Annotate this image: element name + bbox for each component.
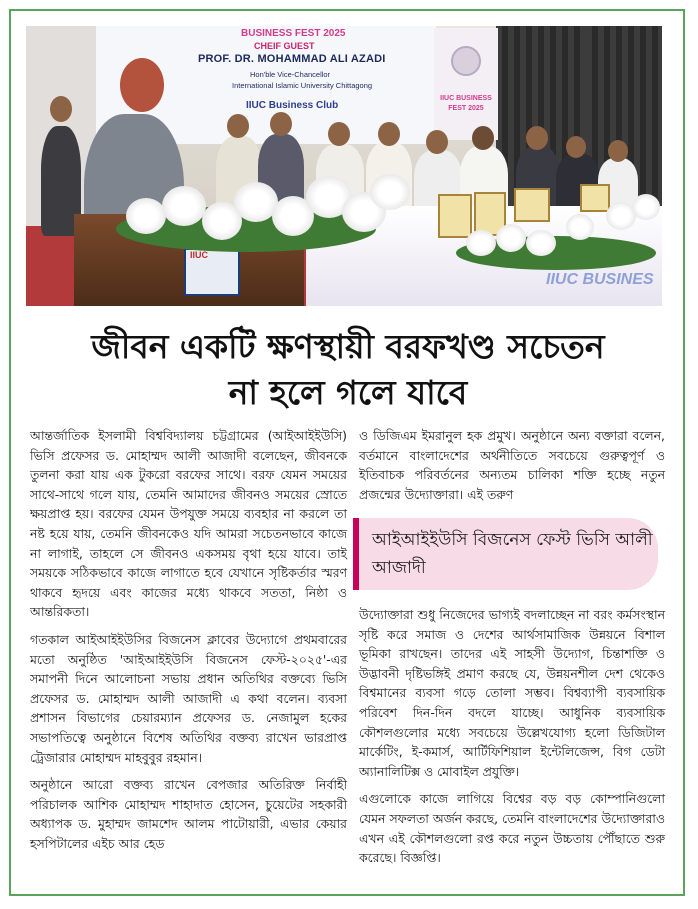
article-paragraph: ও ডিজিএম ইমরানুল হক প্রমুখ। অনুষ্ঠানে অন্য বক্তারা বলেন, বর্তমানে বাংলাদেশের অর্থনীতিতে সবচেয়ে গুরুত্বপূর্ণ ও ইতিবাচক পরিবর্তনের অন্যতম চালিকা শক্তি হচ্ছে নতুন প্রজন্মের উদ্যোক্তারা। এই তরুণ <box>359 428 665 502</box>
white-flower <box>632 194 660 220</box>
banner-role: Hon'ble Vice-Chancellor <box>250 70 331 79</box>
guest-head <box>50 96 72 122</box>
banner-guest-name: PROF. DR. MOHAMMAD ALI AZADI <box>198 53 386 65</box>
article-paragraph: এগুলোকে কাজে লাগিয়ে বিশ্বের বড় বড় কোম্পানিগুলো যেমন সফলতা অর্জন করছে, তেমনি বাংলাদেশের উদ্যোক্তারাও এখন এই কৌশলগুলো রপ্ত করে নতুন উচ্চতায় পৌঁছাতে শুরু করেছে। বিজ্ঞপ্তি। <box>359 791 665 866</box>
article-column-right <box>359 426 665 504</box>
banner-guest-label: CHEIF GUEST <box>254 41 315 51</box>
pull-quote: আইআইইউসি বিজনেস ফেস্ট ভিসি আলী আজাদী <box>372 530 653 578</box>
guest-head <box>378 122 400 146</box>
headline-line-2: না হলে গলে যাবে <box>228 373 468 412</box>
article-paragraph: উদ্যোক্তারা শুধু নিজেদের ভাগ্যই বদলাচ্ছেন না বরং কর্মসংস্থান সৃষ্টি করে সমাজ ও দেশের আর্থসামাজিক উন্নয়নে বিশাল ভূমিকা রাখছেন। তাদের এই সাহসী উদ্যোগ, চিন্তাশক্তি ও উদ্ভাবনী দৃষ্টিভঙ্গিই প্রমাণ করছে যে, উন্নয়নশীল দেশ থেকেও বিশ্বমানের ব্যবসা গড়ে তোলা সম্ভব। বিশ্বব্যাপী ব্যবসায়িক পরিবেশ দিন-দিন বদলে যাচ্ছে। আধুনিক ব্যবসায়িক কৌশলগুলোর মধ্যে সবচেয়ে উল্লেখযোগ্য হলো ডিজিটাল মার্কেটিং, ই-কমার্স, আর্টিফিশিয়াল ইন্টেলিজেন্স, বিগ ডেটা অ্যানালিটিক্স ও মোবাইল প্রযুক্তি। <box>359 607 665 779</box>
article-column-right-continued <box>359 605 665 868</box>
white-flower <box>162 186 206 226</box>
article-paragraph: গতকাল আইআইইউসির বিজনেস ক্লাবের উদ্যোগে প্রথমবারের মতো অনুষ্ঠিত 'আইআইইউসি বিজনেস ফেস্ট-২০২৫'-এর সমাপনী দিনে আলোচনা সভায় প্রধান অতিথির বক্তব্যে ভিসি প্রফেসর ড. মোহাম্মদ আলী আজাদী এ কথা বলেন। ব্যবসা প্রশাসন বিভাগের চেয়ারম্যান প্রফেসর ড. নেজামুল হকের সভাপতিত্বে অনুষ্ঠানে বিশেষ অতিথির বক্তব্য রাখেন ভারপ্রাপ্ত ট্রেজারার মোহাম্মদ মাহবুবুর রহমান। <box>30 631 347 765</box>
article-paragraph: আন্তর্জাতিক ইসলামী বিশ্ববিদ্যালয় চট্টগ্রামের (আইআইইউসি) ভিসি প্রফেসর ড. মোহাম্মদ আলী আজাদী বলেছেন, জীবনকে তুলনা করা যায় এক টুকরো বরফের সাথে। বরফ যেমন সময়ের সাথে-সাথে গলে যায়, তেমনি আমাদের জীবনও সময়ের স্রোতে ক্ষয়প্রাপ্ত হয়। বরফের যেমন উপযুক্ত সময়ে ব্যবহার না করলে তা নষ্ট হয়ে যায়, তেমনি জীবনকেও যদি আমরা সচেতনভাবে কাজে না লাগাই, তাহলে সে জীবনও একসময় বৃথা হয়ে যাবে। তাই সময়কে সঠিকভাবে কাজে লাগাতে হবে যেখানে সৃষ্টিকর্তার স্মরণ থাকবে হৃদয়ে এবং কাজের মধ্যে থাকবে সততা, নিষ্ঠা ও আন্তরিকতা। <box>30 428 347 620</box>
award-plaque <box>438 194 472 238</box>
award-plaque <box>580 184 610 212</box>
guest-head <box>328 122 350 146</box>
guest-head <box>426 130 448 154</box>
side-banner-logo <box>451 46 481 76</box>
table-cloth-text: IIUC BUSINES <box>546 271 654 288</box>
article-paragraph: অনুষ্ঠানে আরো বক্তব্য রাখেন বেপজার অতিরিক্ত নির্বাহী পরিচালক আশিক মোহাম্মদ শাহাদাত হোসেন, চুয়েটের সহকারী অধ্যাপক ড. মুহাম্মদ জামশেদ আলম পাটোয়ারী, এভার কেয়ার হসপিটালের এইচ আর হেড <box>30 777 347 851</box>
award-plaque <box>514 188 550 222</box>
headline-line-1: জীবন একটি ক্ষণস্থায়ী বরফখণ্ড সচেতন <box>91 327 605 366</box>
banner-university: International Islamic University Chittagong <box>232 81 373 90</box>
event-photo <box>26 26 662 306</box>
side-banner <box>434 28 498 140</box>
white-flower <box>370 174 410 210</box>
side-banner-text: IIUC BUSINESS FEST 2025 <box>440 95 492 112</box>
guest-head <box>608 140 628 162</box>
white-flower <box>466 230 496 256</box>
guest-head <box>270 112 292 136</box>
banner-title: BUSINESS FEST 2025 <box>241 28 346 39</box>
article-column-left <box>30 426 347 853</box>
white-flower <box>526 230 556 256</box>
guest-head <box>227 114 249 138</box>
podium-logo-text: IIUC <box>190 250 208 260</box>
guest-head <box>472 126 494 150</box>
white-flower <box>496 224 526 252</box>
guest-head <box>566 136 586 158</box>
white-flower <box>566 214 594 240</box>
speaker-head <box>120 58 164 112</box>
white-flower <box>126 198 166 234</box>
banner-club: IIUC Business Club <box>246 100 339 111</box>
headline <box>30 324 666 416</box>
guest-head <box>526 126 548 150</box>
